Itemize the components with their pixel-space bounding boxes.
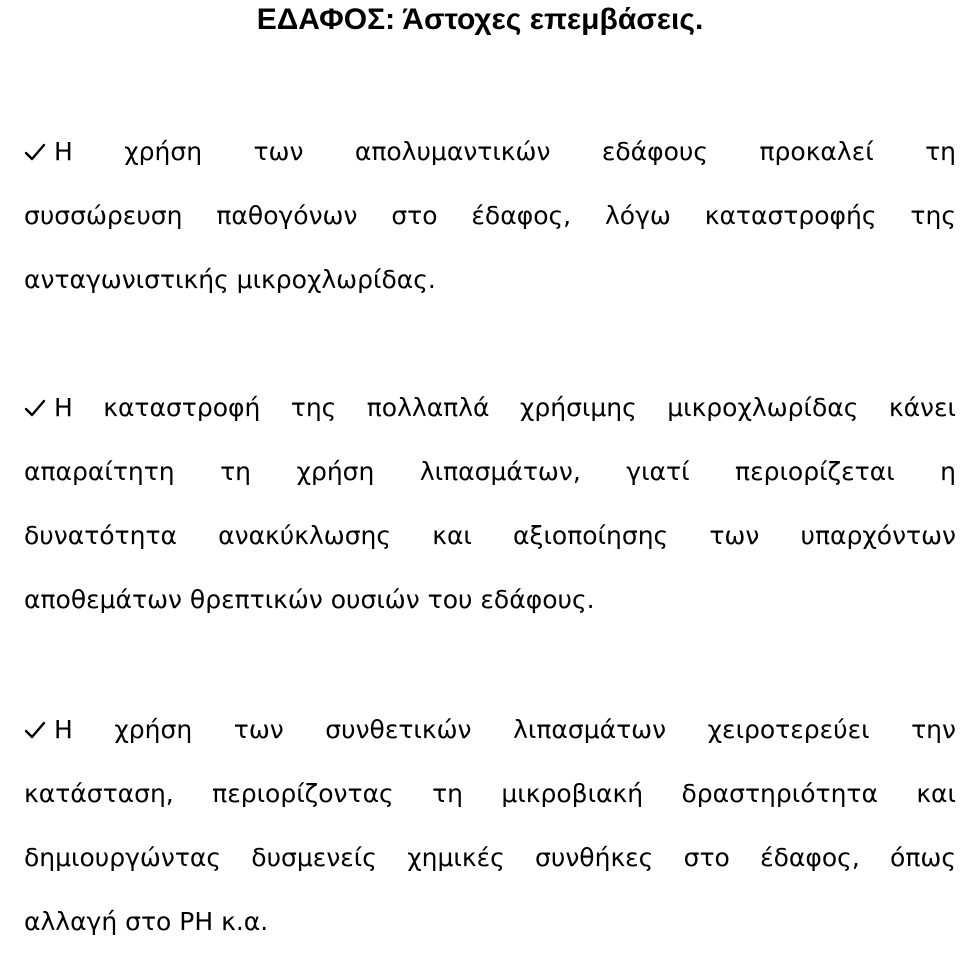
bullet-text: Η χρήση των απολυμαντικών εδάφους προκαλεί τη	[54, 137, 956, 166]
bullet-line	[24, 585, 956, 649]
bullet-text: Η καταστροφή της πολλαπλά χρήσιμης μικροχλωρίδας κάνει	[54, 393, 956, 422]
bullet-text: κατάσταση, περιορίζοντας τη μικροβιακή δραστηριότητα και	[24, 779, 956, 808]
bullet-text: αποθεμάτων θρεπτικών ουσιών του εδάφους.	[24, 585, 595, 614]
bullet-line	[24, 779, 956, 843]
bullet-line	[24, 521, 956, 585]
bullet-text: ανταγωνιστικής μικροχλωρίδας.	[24, 265, 436, 294]
bullet-item	[24, 715, 956, 971]
bullet-line	[24, 201, 956, 265]
bullet-line	[24, 137, 956, 201]
page-title: ΕΔΑΦΟΣ: Άστοχες επεμβάσεις.	[256, 3, 704, 36]
bullet-text: αλλαγή στο PH κ.α.	[24, 907, 269, 936]
bullet-line	[24, 457, 956, 521]
bullet-item	[24, 393, 956, 649]
bullet-line	[24, 715, 956, 779]
bullet-text: απαραίτητη τη χρήση λιπασμάτων, γιατί περιορίζεται η	[24, 457, 956, 486]
bullet-line	[24, 393, 956, 457]
bullet-item	[24, 137, 956, 329]
checkmark-icon	[24, 721, 46, 739]
bullet-text: δημιουργώντας δυσμενείς χημικές συνθήκες στο έδαφος, όπως	[24, 843, 956, 872]
checkmark-icon	[24, 143, 46, 161]
bullet-text: Η χρήση των συνθετικών λιπασμάτων χειροτερεύει την	[54, 715, 956, 744]
bullet-line	[24, 843, 956, 907]
bullet-text: συσσώρευση παθογόνων στο έδαφος, λόγω καταστροφής της	[24, 201, 956, 230]
bullet-line	[24, 265, 956, 329]
checkmark-icon	[24, 399, 46, 417]
bullet-text: δυνατότητα ανακύκλωσης και αξιοποίησης των υπαρχόντων	[24, 521, 956, 550]
bullet-line	[24, 907, 956, 971]
